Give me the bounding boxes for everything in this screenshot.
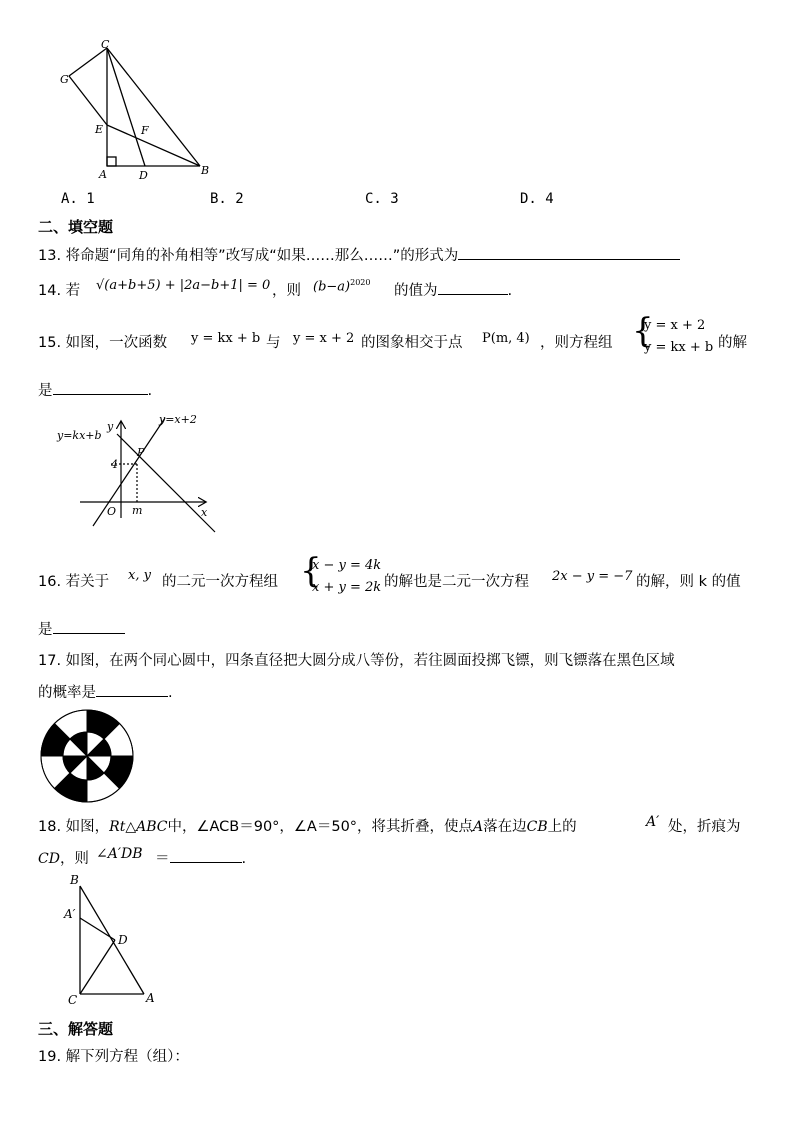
label-B: B bbox=[201, 164, 210, 177]
label-E: E bbox=[95, 123, 104, 136]
label-A-prime: A′ bbox=[64, 907, 76, 921]
option-b: B. 2 bbox=[210, 191, 244, 207]
q16-system: { x − y = 4k x + y = 2k bbox=[300, 551, 382, 595]
q16-vars: x, y bbox=[128, 568, 151, 583]
q18-answer: ＝ . bbox=[155, 847, 246, 868]
label-y-kx-b: y=kx+b bbox=[57, 429, 102, 442]
label-C: C bbox=[68, 993, 78, 1007]
q14-mid: ，则 bbox=[272, 283, 301, 299]
q15-and: 与 bbox=[266, 335, 281, 351]
answer-blank-14[interactable] bbox=[438, 280, 508, 295]
label-C: C bbox=[101, 38, 110, 51]
question-13 bbox=[38, 244, 680, 265]
q14-expression-2: $(b-a)^{2020}$ bbox=[313, 278, 371, 295]
q14-suffix: 的值为 . bbox=[394, 279, 512, 300]
label-m: m bbox=[132, 504, 143, 517]
label-G: G bbox=[60, 73, 69, 86]
figure-q18 bbox=[60, 872, 160, 1010]
q16-line2: 是 bbox=[38, 618, 125, 639]
q15-f2: y = x + 2 bbox=[293, 331, 355, 346]
q15-system: { y = x + 2 y = kx + b bbox=[632, 311, 714, 355]
figure-q12 bbox=[55, 38, 215, 186]
q16-mid2: 的解也是二元一次方程 bbox=[384, 574, 529, 590]
q15-mid2: ，则方程组 bbox=[540, 335, 613, 351]
q16-suffix: 的解，则 k 的值 bbox=[636, 574, 741, 590]
label-p: P bbox=[137, 446, 145, 459]
question-19: 19. 解下列方程（组）： bbox=[38, 1049, 189, 1065]
q18-suffix: 处，折痕为 bbox=[668, 819, 741, 835]
label-D: D bbox=[139, 169, 148, 182]
q14-expression: √(a+b+5) + |2a−b+1| = 0 bbox=[96, 278, 271, 293]
label-F: F bbox=[141, 124, 149, 137]
q17-line1: 17. 如图，在两个同心圆中，四条直径把大圆分成八等份，若往圆面投掷飞镖，则飞镖落在黑色区域 bbox=[38, 653, 675, 669]
option-a: A. 1 bbox=[61, 191, 95, 207]
q15-line2: 是 . bbox=[38, 379, 152, 400]
q14-prefix: 14. 若 bbox=[38, 283, 81, 299]
q16-mid: 的二元一次方程组 bbox=[162, 574, 278, 590]
answer-blank-13[interactable] bbox=[458, 245, 680, 260]
answer-blank-17[interactable] bbox=[96, 682, 168, 697]
q18-angle: ∠A′DB bbox=[96, 846, 143, 862]
figure-q15 bbox=[55, 408, 230, 538]
label-4: 4 bbox=[111, 458, 118, 471]
q15-f1: y = kx + b bbox=[191, 331, 261, 346]
q16-equation: 2x − y = −7 bbox=[552, 569, 633, 584]
answer-blank-18[interactable] bbox=[170, 848, 242, 863]
q15-suffix: 的解 bbox=[718, 335, 747, 351]
section-3-title: 三、解答题 bbox=[38, 1020, 114, 1038]
label-A: A bbox=[146, 991, 155, 1005]
option-d: D. 4 bbox=[520, 191, 554, 207]
q13-text: 13. 将命题“同角的补角相等”改写成“如果……那么……”的形式为 bbox=[38, 248, 459, 264]
q18-aprime: A′ bbox=[646, 814, 660, 830]
label-A: A bbox=[99, 168, 107, 181]
option-c: C. 3 bbox=[365, 191, 399, 207]
q15-mid: 的图象相交于点 bbox=[361, 335, 463, 351]
q17-line2: 的概率是 . bbox=[38, 681, 173, 702]
q15-point: P(m, 4) bbox=[482, 331, 530, 346]
label-D: D bbox=[118, 933, 128, 947]
section-2-title: 二、填空题 bbox=[38, 218, 114, 236]
q18-line2: CD，则 bbox=[38, 851, 89, 867]
figure-q17-target bbox=[38, 708, 136, 804]
q15-prefix: 15. 如图，一次函数 bbox=[38, 335, 168, 351]
label-x-axis: x bbox=[201, 506, 208, 519]
label-o: O bbox=[107, 505, 117, 518]
answer-blank-16[interactable] bbox=[53, 619, 125, 634]
q16-prefix: 16. 若关于 bbox=[38, 574, 110, 590]
label-y-x-2: y=x+2 bbox=[159, 413, 197, 426]
label-B: B bbox=[70, 873, 79, 887]
answer-blank-15[interactable] bbox=[53, 380, 148, 395]
label-y-axis: y bbox=[107, 420, 114, 433]
q18-line1: 18. 如图，Rt△ABC中，∠ACB＝90°，∠A＝50°，将其折叠，使点A落在边CB上的 bbox=[38, 819, 577, 835]
question-14 bbox=[38, 279, 80, 300]
